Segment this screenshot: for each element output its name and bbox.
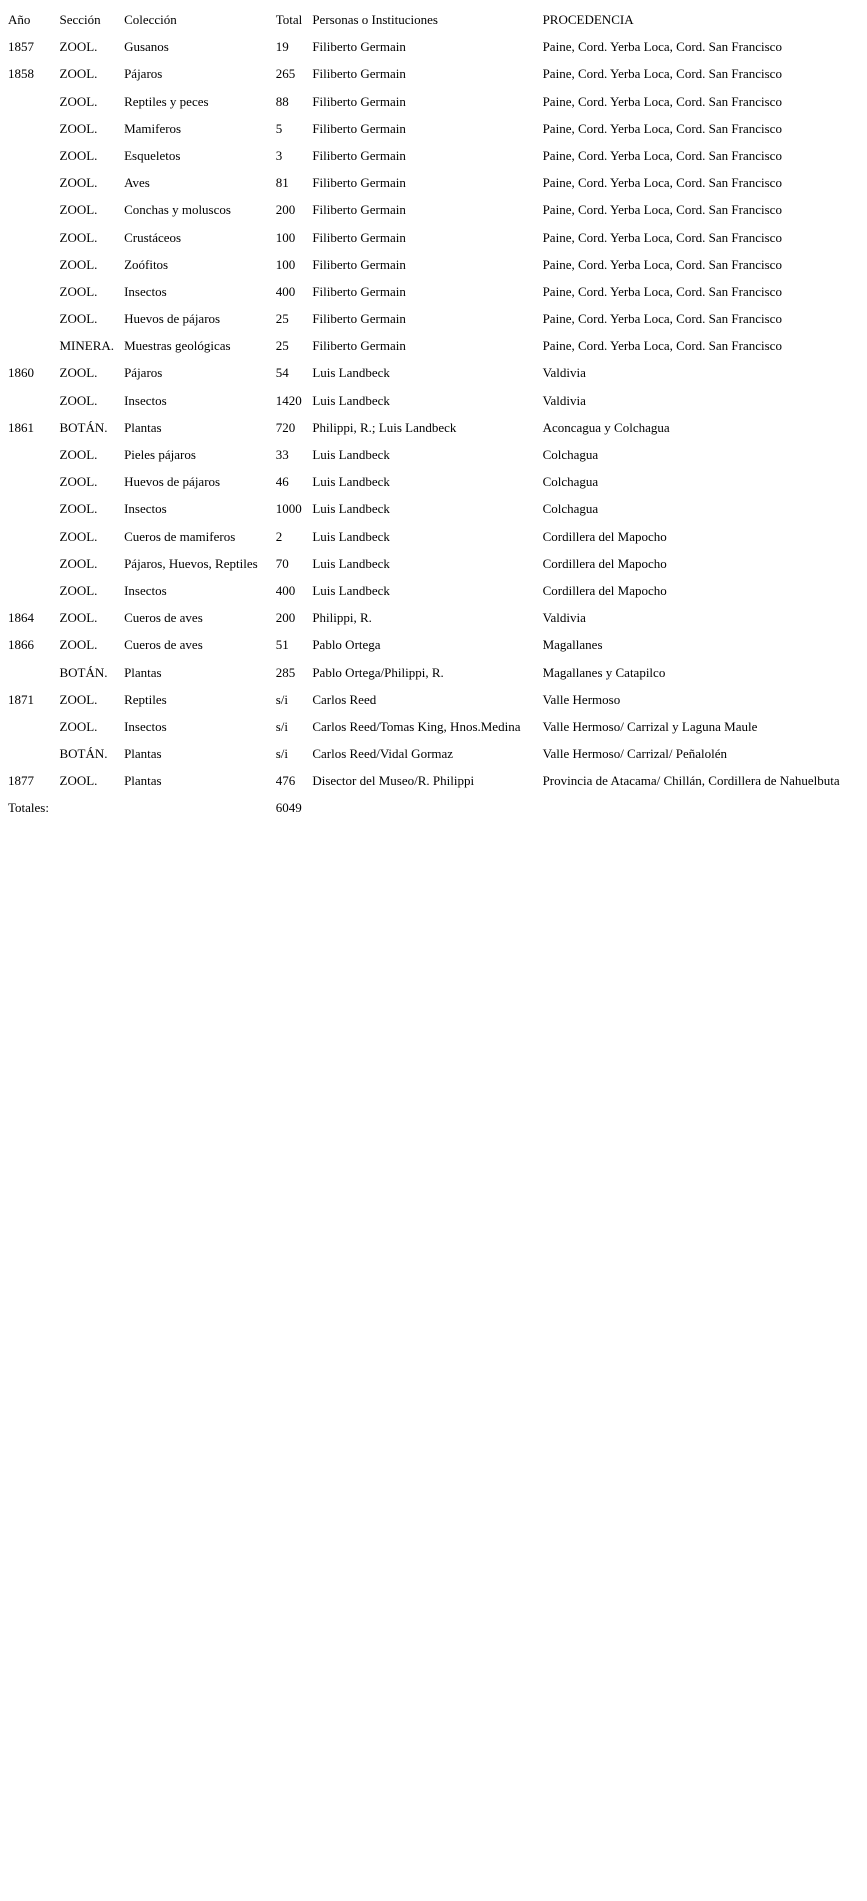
cell-persons: Pablo Ortega/Philippi, R. (312, 664, 444, 680)
cell-total: 25 (275, 338, 289, 354)
cell-collection: Reptiles y peces (124, 93, 209, 109)
cell-collection: Muestras geológicas (124, 338, 231, 354)
table-row (5, 470, 867, 497)
cell-persons: Carlos Reed/Tomas King, Hnos.Medina (312, 718, 521, 734)
totals-label: Totales: (8, 800, 49, 816)
cell-persons: Filiberto Germain (312, 256, 406, 272)
cell-year: 1861 (8, 419, 34, 435)
table-row (5, 606, 867, 633)
cell-section: ZOOL. (59, 283, 98, 299)
cell-origin: Colchagua (542, 447, 599, 462)
cell-collection: Reptiles (124, 691, 167, 707)
table-body (5, 35, 867, 796)
table-row (5, 334, 867, 361)
cell-year (5, 253, 57, 280)
cell-collection: Insectos (124, 718, 167, 734)
table-row (5, 389, 867, 416)
table-row (5, 497, 867, 524)
cell-total: 265 (275, 66, 296, 82)
cell-origin: Paine, Cord. Yerba Loca, Cord. San Francisco (542, 39, 782, 55)
totals-row (5, 796, 867, 823)
header-total: Total (275, 12, 303, 27)
cell-year (5, 198, 57, 225)
cell-section: ZOOL. (59, 392, 98, 408)
cell-section: ZOOL. (59, 256, 98, 272)
cell-year (5, 171, 57, 198)
cell-total: 70 (275, 555, 289, 571)
cell-persons: Philippi, R. (312, 610, 372, 626)
cell-year (5, 497, 57, 524)
cell-persons: Disector del Museo/R. Philippi (312, 773, 475, 789)
cell-origin: Paine, Cord. Yerba Loca, Cord. San Francisco (542, 229, 782, 245)
cell-section: ZOOL. (59, 610, 98, 626)
cell-total: 1000 (275, 501, 302, 517)
cell-total: 88 (275, 93, 289, 109)
cell-origin: Magallanes (542, 637, 603, 653)
table-row (5, 361, 867, 388)
cell-total: 19 (275, 39, 289, 55)
cell-persons: Filiberto Germain (312, 283, 406, 299)
cell-collection: Pájaros (124, 66, 163, 82)
cell-year: 1858 (8, 66, 34, 82)
cell-total: 476 (275, 773, 296, 789)
cell-section: BOTÁN. (59, 419, 108, 435)
cell-year (5, 226, 57, 253)
cell-total: 51 (275, 637, 289, 653)
cell-origin: Aconcagua y Colchagua (542, 419, 670, 435)
cell-origin: Cordillera del Mapocho (542, 555, 667, 571)
cell-section: ZOOL. (59, 365, 98, 381)
cell-year: 1866 (8, 637, 34, 653)
cell-year (5, 742, 57, 769)
cell-collection: Pájaros (124, 365, 163, 381)
header-year: Año (8, 12, 31, 27)
totals-empty-cell (309, 796, 539, 823)
cell-total: 46 (275, 474, 289, 490)
cell-origin: Valle Hermoso (542, 691, 621, 707)
cell-year (5, 90, 57, 117)
cell-year (5, 525, 57, 552)
cell-year (5, 443, 57, 470)
cell-origin: Magallanes y Catapilco (542, 664, 666, 680)
cell-collection: Gusanos (124, 39, 169, 55)
cell-section: ZOOL. (59, 120, 98, 136)
cell-total: 400 (275, 582, 296, 598)
cell-section: ZOOL. (59, 39, 98, 55)
cell-persons: Luis Landbeck (312, 392, 390, 408)
cell-persons: Carlos Reed/Vidal Gormaz (312, 746, 454, 762)
cell-persons: Luis Landbeck (312, 365, 390, 381)
cell-section: ZOOL. (59, 718, 98, 734)
cell-persons: Filiberto Germain (312, 338, 406, 354)
cell-collection: Plantas (124, 419, 162, 435)
cell-collection: Esqueletos (124, 147, 181, 163)
table-row (5, 633, 867, 660)
cell-origin: Paine, Cord. Yerba Loca, Cord. San Francisco (542, 147, 782, 163)
cell-origin: Paine, Cord. Yerba Loca, Cord. San Francisco (542, 93, 782, 109)
cell-origin: Paine, Cord. Yerba Loca, Cord. San Francisco (542, 338, 782, 354)
cell-total: 100 (275, 256, 296, 272)
cell-year (5, 470, 57, 497)
cell-year (5, 661, 57, 688)
cell-origin: Valle Hermoso/ Carrizal y Laguna Maule (542, 718, 758, 734)
cell-section: ZOOL. (59, 175, 98, 191)
cell-origin: Provincia de Atacama/ Chillán, Cordillera de Nahuelbuta (542, 773, 840, 789)
cell-total: s/i (275, 691, 289, 707)
cell-collection: Insectos (124, 582, 167, 598)
cell-year (5, 389, 57, 416)
table-row (5, 525, 867, 552)
cell-year (5, 334, 57, 361)
table-row (5, 688, 867, 715)
cell-origin: Paine, Cord. Yerba Loca, Cord. San Francisco (542, 66, 782, 82)
cell-origin: Paine, Cord. Yerba Loca, Cord. San Francisco (542, 283, 782, 299)
cell-section: ZOOL. (59, 582, 98, 598)
table-row (5, 62, 867, 89)
cell-origin: Paine, Cord. Yerba Loca, Cord. San Francisco (542, 120, 782, 136)
header-collection: Colección (124, 12, 177, 27)
cell-section: ZOOL. (59, 691, 98, 707)
cell-total: 5 (275, 120, 283, 136)
totals-value: 6049 (275, 800, 302, 816)
cell-collection: Aves (124, 175, 150, 191)
cell-origin: Paine, Cord. Yerba Loca, Cord. San Francisco (542, 175, 782, 191)
cell-persons: Filiberto Germain (312, 120, 406, 136)
cell-persons: Carlos Reed (312, 691, 377, 707)
cell-total: 400 (275, 283, 296, 299)
cell-section: ZOOL. (59, 637, 98, 653)
collections-table (5, 8, 867, 824)
cell-collection: Cueros de aves (124, 610, 203, 626)
table-row (5, 661, 867, 688)
cell-section: ZOOL. (59, 311, 98, 327)
table-row (5, 552, 867, 579)
cell-persons: Luis Landbeck (312, 528, 390, 544)
table-row (5, 90, 867, 117)
cell-section: BOTÁN. (59, 664, 108, 680)
header-section: Sección (59, 12, 101, 27)
header-origin: PROCEDENCIA (542, 12, 634, 27)
cell-year (5, 552, 57, 579)
cell-year: 1857 (8, 39, 34, 55)
cell-year: 1871 (8, 691, 34, 707)
cell-total: 720 (275, 419, 296, 435)
cell-total: 200 (275, 610, 296, 626)
cell-persons: Luis Landbeck (312, 447, 390, 462)
header-row (5, 8, 867, 35)
cell-persons: Luis Landbeck (312, 474, 390, 490)
table-row (5, 144, 867, 171)
cell-collection: Zoófitos (124, 256, 169, 272)
table-row (5, 307, 867, 334)
cell-origin: Paine, Cord. Yerba Loca, Cord. San Francisco (542, 202, 782, 218)
cell-collection: Pájaros, Huevos, Reptiles (124, 555, 258, 571)
table-row (5, 443, 867, 470)
cell-persons: Filiberto Germain (312, 202, 406, 218)
cell-total: 25 (275, 311, 289, 327)
cell-section: ZOOL. (59, 202, 98, 218)
cell-total: 100 (275, 229, 296, 245)
cell-collection: Huevos de pájaros (124, 474, 221, 490)
cell-collection: Pieles pájaros (124, 447, 196, 462)
cell-persons: Luis Landbeck (312, 555, 390, 571)
table-row (5, 35, 867, 62)
cell-collection: Insectos (124, 501, 167, 517)
cell-persons: Filiberto Germain (312, 66, 406, 82)
cell-total: 1420 (275, 392, 302, 408)
cell-origin: Cordillera del Mapocho (542, 528, 667, 544)
table-row (5, 715, 867, 742)
cell-origin: Cordillera del Mapocho (542, 582, 667, 598)
cell-collection: Insectos (124, 392, 167, 408)
cell-collection: Cueros de aves (124, 637, 203, 653)
cell-persons: Filiberto Germain (312, 93, 406, 109)
cell-origin: Valdivia (542, 392, 586, 408)
cell-year (5, 144, 57, 171)
totals-empty-cell (57, 796, 122, 823)
cell-section: ZOOL. (59, 501, 98, 517)
cell-section: ZOOL. (59, 447, 98, 462)
cell-section: ZOOL. (59, 555, 98, 571)
cell-total: 54 (275, 365, 289, 381)
table-row (5, 198, 867, 225)
cell-persons: Luis Landbeck (312, 582, 390, 598)
cell-year: 1864 (8, 610, 34, 626)
cell-collection: Huevos de pájaros (124, 311, 221, 327)
cell-total: 285 (275, 664, 296, 680)
cell-total: 200 (275, 202, 296, 218)
cell-collection: Crustáceos (124, 229, 182, 245)
table-row (5, 742, 867, 769)
cell-section: ZOOL. (59, 147, 98, 163)
cell-persons: Luis Landbeck (312, 501, 390, 517)
cell-persons: Filiberto Germain (312, 39, 406, 55)
cell-origin: Valle Hermoso/ Carrizal/ Peñalolén (542, 746, 728, 762)
cell-origin: Colchagua (542, 501, 599, 517)
table-row (5, 769, 867, 796)
table-row (5, 226, 867, 253)
cell-year: 1860 (8, 365, 34, 381)
cell-section: ZOOL. (59, 93, 98, 109)
cell-origin: Valdivia (542, 365, 586, 381)
cell-year (5, 280, 57, 307)
cell-year: 1877 (8, 773, 34, 789)
table-row (5, 253, 867, 280)
cell-persons: Philippi, R.; Luis Landbeck (312, 419, 457, 435)
cell-total: 2 (275, 528, 283, 544)
cell-total: s/i (275, 746, 289, 762)
table-row (5, 171, 867, 198)
cell-year (5, 579, 57, 606)
cell-origin: Colchagua (542, 474, 599, 490)
cell-origin: Valdivia (542, 610, 586, 626)
totals-empty-cell (540, 796, 867, 823)
table-row (5, 416, 867, 443)
cell-persons: Filiberto Germain (312, 147, 406, 163)
cell-section: ZOOL. (59, 66, 98, 82)
cell-section: ZOOL. (59, 773, 98, 789)
cell-year (5, 307, 57, 334)
cell-collection: Insectos (124, 283, 167, 299)
totals-empty-cell (121, 796, 273, 823)
cell-collection: Cueros de mamiferos (124, 528, 236, 544)
cell-persons: Filiberto Germain (312, 311, 406, 327)
cell-section: ZOOL. (59, 474, 98, 490)
cell-section: ZOOL. (59, 229, 98, 245)
cell-section: ZOOL. (59, 528, 98, 544)
cell-persons: Filiberto Germain (312, 175, 406, 191)
cell-origin: Paine, Cord. Yerba Loca, Cord. San Francisco (542, 311, 782, 327)
cell-collection: Plantas (124, 664, 162, 680)
cell-collection: Plantas (124, 773, 162, 789)
header-persons: Personas o Instituciones (312, 12, 438, 27)
cell-year (5, 117, 57, 144)
cell-section: BOTÁN. (59, 746, 108, 762)
cell-origin: Paine, Cord. Yerba Loca, Cord. San Francisco (542, 256, 782, 272)
cell-persons: Pablo Ortega (312, 637, 381, 653)
table-row (5, 117, 867, 144)
cell-collection: Plantas (124, 746, 162, 762)
cell-section: MINERA. (59, 338, 115, 354)
cell-total: s/i (275, 718, 289, 734)
cell-year (5, 715, 57, 742)
cell-collection: Conchas y moluscos (124, 202, 231, 218)
table-row (5, 280, 867, 307)
cell-collection: Mamiferos (124, 120, 182, 136)
cell-persons: Filiberto Germain (312, 229, 406, 245)
cell-total: 81 (275, 175, 289, 191)
cell-total: 3 (275, 147, 283, 163)
cell-total: 33 (275, 447, 289, 462)
table-row (5, 579, 867, 606)
